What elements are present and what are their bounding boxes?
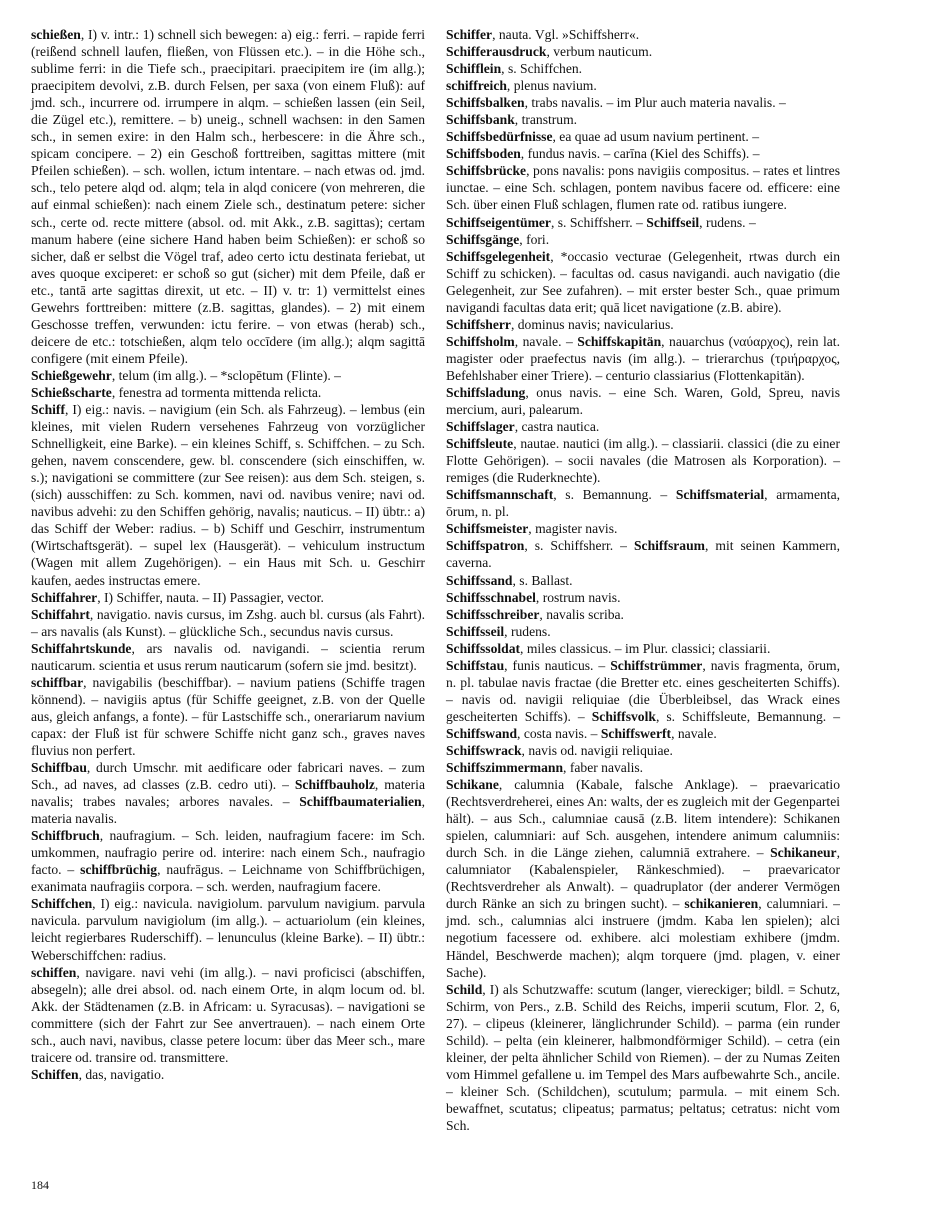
dictionary-entry bbox=[446, 145, 840, 162]
headword: Schiffsladung bbox=[446, 384, 526, 400]
dictionary-entry bbox=[31, 1066, 425, 1083]
entry-text: , I) v. intr.: 1) schnell sich bewegen: a) eig.: ferri. – rapide ferri (reißend schnell laufen, fließen, von Flüssen etc.). – in die Höhe sch., sublime ferri: in die Tiefe sch., praecipitari. praecipitem ire (im allg.); praecipitem devolvi, z.B. durch Felsen, per saxa (von einem Fluß): auf jmd. sch., incurrere od. irrumpere in alqm. – schießen lassen (ein Seil, die Zügel etc.), remittere. – b) uneig., schnell wachsen: in den Samen sch., in semen exire: in den Halm sch., herbescere: in die Ähre sch., spicam concipere. – 2) ein Geschoß forttreiben, sagittas mittere (mit Pfeilen schießen). – sch. wollen, ictum intentare. – nach etwas od. jmd. sch., telo petere alqd od. alqm; tela in alqd conicere (von mehreren, die auf einmal schießen): nach einem Ziele sch., destinatum petere: sicher sch., certe od. recte mittere (absol. od. mit Akk., z.B. sagittas); certam manum habere (eine sichere Hand haben beim Schießen): er schoß so sicher, daß er selbst die Vögel traf, adeo certo ictu destinata feriebat, ut aves quoque exciperet: er schoß so gut (sicher) mit dem Pfeile, daß er etc., tantā arte sagittas direxit, ut etc. – II) v. tr: 1) vermittelst eines Gewehrs forttreiben: mittere (z.B. sagittas, glandes). – 2) mit einem Geschosse treffen, verwunden: ictu ferire. – von etwas (herab) sch., deicere de etc.: totschießen, alqm telo occīdere (im allg.); alqm sagittā configere (mit einem Pfeile). bbox=[31, 27, 425, 366]
dictionary-entry bbox=[446, 981, 840, 1134]
entry-text: , navis od. navigii reliquiae. bbox=[521, 742, 673, 758]
entry-text: , fundus navis. – carīna (Kiel des Schiffs). – bbox=[520, 146, 760, 162]
entry-text: , costa navis. – bbox=[517, 725, 598, 741]
headword: Schiffsschreiber bbox=[446, 606, 540, 622]
dictionary-entry bbox=[31, 401, 425, 589]
headword: schiffbrüchig bbox=[80, 862, 158, 878]
headword: Schiffswand bbox=[446, 725, 518, 741]
dictionary-entry bbox=[446, 623, 840, 640]
headword: Schiffsholm bbox=[446, 333, 515, 349]
entry-text: , s. Schiffsherr. – bbox=[524, 538, 627, 554]
entry-text: , durch Umschr. mit aedificare oder fabricari naves. – zum Sch., ad naves, ad classes (z.B. cedro uti). – bbox=[31, 760, 425, 793]
dictionary-entry bbox=[31, 589, 425, 606]
dictionary-entry bbox=[31, 384, 425, 401]
dictionary-entry bbox=[446, 520, 840, 537]
entry-text: , navale. bbox=[671, 725, 717, 741]
entry-text: , calumniari. – jmd. sch., calumnias alci instruere (jmdm. Kaba len spielen); alci negotium facessere od. exhibere. alci molestiam exhibere (jmdm. Händel, Beschwerde machen); alqm torquere (jmd. plagen, v. einer Sache). bbox=[446, 896, 840, 980]
headword: schiffbar bbox=[31, 674, 84, 690]
entry-text: , navis fragmenta, ōrum, n. pl. tabulae navis fractae (die Bretter etc. eines gescheiterten Schiffs). – navis od. navigii reliquiae (die Überbleibsel, das Wrack eines gescheiterten Schiffs). – bbox=[446, 657, 840, 724]
headword: Schießscharte bbox=[31, 384, 112, 400]
dictionary-entry bbox=[31, 606, 425, 640]
headword: Schiffsbrücke bbox=[446, 163, 527, 179]
dictionary-entry bbox=[31, 759, 425, 827]
headword: Schiffslager bbox=[446, 419, 515, 435]
entry-text: , onus navis. – eine Sch. Waren, Gold, Spreu, navis mercium, auri, palearum. bbox=[446, 384, 840, 418]
entry-text: , telum (im allg.). – *sclopētum (Flinte). – bbox=[111, 367, 341, 383]
headword: Schild bbox=[446, 981, 483, 997]
entry-text: , ea quae ad usum navium pertinent. – bbox=[552, 129, 759, 145]
entry-text: , s. Schiffsleute, Bemannung. – bbox=[655, 708, 840, 724]
entry-text: , s. Schiffsherr. – bbox=[550, 214, 643, 230]
dictionary-entry bbox=[31, 895, 425, 963]
entry-text: , s. Schiffchen. bbox=[501, 61, 583, 77]
headword: Schiffsbalken bbox=[446, 95, 525, 111]
entry-text: , naufragium. – Sch. leiden, naufragium facere: im Sch. umkommen, naufragio perire od. interire: nach einem Sch., naufragio facto. – bbox=[31, 828, 425, 878]
headword: Schiffahrtskunde bbox=[31, 640, 132, 656]
headword: Schiffsbedürfnisse bbox=[446, 129, 553, 145]
headword: Schiffen bbox=[31, 1066, 79, 1082]
entry-text: , I) eig.: navis. – navigium (ein Sch. als Fahrzeug). – lembus (ein kleines, mit vielen Rudern versehenes Fahrzeug von vorzüglicher Schnelligkeit, eine Barke). – ein kleines Schiff, s. Schiffchen. – zu Sch. gehen, navem conscendere, gew. bl. conscendere (sich einschiffen, w. s.); navigationi se committere (zur See reisen): aus dem Sch. steigen, s. (sich) ausschiffen: zu Sch. kommen, navi od. navibus venire; navi od. navibus advehi: zu den Schiffen gehörig, navalis; nauticus. – II) übtr.: a) das Schiff der Weber: radius. – b) Schiff und Geschirr, instrumentum (Wirtschaftsgerät). – supel lex (Hausgerät). – vehiculum instructum (Wagen mit allem Zugehörigen). – ein Haus mit Sch. u. Geschirr kaufen, aedes instructas emere. bbox=[31, 402, 425, 588]
dictionary-entry bbox=[446, 333, 840, 384]
entry-text: , verbum nauticum. bbox=[546, 44, 653, 60]
dictionary-entry bbox=[446, 214, 840, 231]
entry-text: , fenestra ad tormenta mittenda relicta. bbox=[111, 384, 322, 400]
dictionary-entry bbox=[446, 418, 840, 435]
dictionary-entry bbox=[446, 776, 840, 981]
headword: schiffen bbox=[31, 964, 77, 980]
dictionary-entry bbox=[446, 43, 840, 60]
dictionary-entry bbox=[31, 674, 425, 759]
headword: Schiffahrer bbox=[31, 589, 98, 605]
headword: Schiff bbox=[31, 402, 65, 418]
right-column bbox=[446, 26, 840, 1134]
entry-text: , miles classicus. – im Plur. classici; classiarii. bbox=[520, 640, 771, 656]
entry-text: , transtrum. bbox=[514, 112, 578, 128]
headword: Schikaneur bbox=[770, 845, 837, 861]
headword: Schiffstau bbox=[446, 657, 505, 673]
headword: Schikane bbox=[446, 777, 499, 793]
headword: Schiffahrt bbox=[31, 606, 90, 622]
entry-text: , rostrum navis. bbox=[535, 589, 621, 605]
entry-text: , das, navigatio. bbox=[78, 1066, 165, 1082]
headword: Schiffbaumaterialien bbox=[299, 794, 422, 810]
entry-text: , I) Schiffer, nauta. – II) Passagier, vector. bbox=[97, 589, 324, 605]
headword: Schiffskapitän bbox=[577, 333, 662, 349]
entry-text: , nauarchus (ναύαρχος), rein lat. magister oder praefectus navis (im allg.). – trierarchus (τριήραρχος, Befehlshaber einer Triere). – centurio classiarius (Flottenkapitän). bbox=[446, 333, 840, 383]
dictionary-entry bbox=[446, 316, 840, 333]
headword: Schiffsvolk bbox=[591, 708, 656, 724]
headword: Schiffswerft bbox=[600, 725, 672, 741]
headword: Schiffsboden bbox=[446, 146, 521, 162]
dictionary-entry bbox=[446, 384, 840, 418]
entry-text: , s. Bemannung. – bbox=[553, 487, 668, 503]
dictionary-entry bbox=[446, 572, 840, 589]
entry-text: , ars navalis od. navigandi. – scientia rerum nauticarum. scientia et usus rerum nauticarum (sofern sie jmd. besitzt). bbox=[31, 640, 425, 673]
entry-text: , *occasio vecturae (Gelegenheit, rtwas durch ein Schiff zu schicken). – facultas od. casus navigandi. auch navigatio (die Gelegenheit, zur See zufahren). – mit erster bester Sch., quae primum navigandi facultas data erit; quā licet navigatione (z.B. abire). bbox=[446, 248, 840, 315]
headword: Schiffspatron bbox=[446, 538, 525, 554]
entry-text: , dominus navis; navicularius. bbox=[510, 316, 674, 332]
headword: Schiffswrack bbox=[446, 742, 522, 758]
entry-text: , navalis scriba. bbox=[539, 606, 624, 622]
entry-text: , calumnia (Kabale, falsche Anklage). – praevaricatio (Rechtsverdreherei, eines An: walts, der es zugleich mit der Gegenpartei hält). – aus Sch., calumniae causā (z.B. litem intendere): Schikanen spielen, calumniari: auf Sch. ausgehen, intendere animum calumniis: durch Sch. in die Länge ziehen, calumniā extrahere. – bbox=[446, 777, 840, 861]
entry-text: , faber navalis. bbox=[563, 760, 644, 776]
entry-text: , s. Ballast. bbox=[512, 572, 573, 588]
headword: Schiffbau bbox=[31, 760, 87, 776]
dictionary-entry bbox=[446, 759, 840, 776]
headword: Schiffsschnabel bbox=[446, 589, 536, 605]
entry-text: , armamenta, ōrum, n. pl. bbox=[446, 487, 840, 520]
dictionary-entry bbox=[446, 77, 840, 94]
headword: Schiffseigentümer bbox=[446, 214, 551, 230]
entry-text: , funis nauticus. – bbox=[504, 657, 606, 673]
entry-text: , materia navalis. bbox=[31, 794, 425, 827]
entry-text: , mit seinen Kammern, caverna. bbox=[446, 538, 840, 571]
headword: Schifflein bbox=[446, 61, 502, 77]
dictionary-entry bbox=[446, 248, 840, 316]
headword: Schiffsmeister bbox=[446, 521, 529, 537]
page-number: 184 bbox=[31, 1178, 49, 1192]
headword: Schiffszimmermann bbox=[446, 760, 564, 776]
headword: Schiffsgelegenheit bbox=[446, 248, 551, 264]
dictionary-entry bbox=[446, 742, 840, 759]
entry-text: , navigabilis (beschiffbar). – navium patiens (Schiffe tragen könnend). – navigiis aptus (für Schiffe geeignet, z.B. von der Quelle aus, gleich anfangs, a fonte). – für Lastschiffe sch., onerariarum navium capax: der Fluß ist für schwere Schiffe nicht ganz sch., graves naves fluvius non perfert. bbox=[31, 674, 425, 758]
headword: Schiffseil bbox=[646, 214, 700, 230]
entry-text: , fori. bbox=[519, 231, 550, 247]
dictionary-entry bbox=[31, 827, 425, 895]
headword: Schiffsgänge bbox=[446, 231, 520, 247]
headword: Schiffssoldat bbox=[446, 640, 521, 656]
headword: Schiffchen bbox=[31, 896, 93, 912]
entry-text: , naufrāgus. – Leichname von Schiffbrüchigen, exanimata naufragiis corpora. – sch. werden, naufragium facere. bbox=[31, 862, 426, 895]
entry-text: , calumniator (Kabalenspieler, Ränkeschmied). – praevaricator (Rechtsverdreher als Anwalt). – quadruplator (der anderer Vermögen durch Ränke an sich zu bringen sucht). – bbox=[446, 845, 840, 912]
entry-text: , navale. – bbox=[514, 333, 573, 349]
entry-text: , pons navalis: pons navigiis compositus. – rates et lintres iunctae. – eine Sch. schlagen, pontem navibus facere od. efficere: eine Sch. über einen Fluß schlagen, flumen rate od. ratibus iungere. bbox=[446, 163, 840, 213]
headword: Schiffbauholz bbox=[294, 777, 375, 793]
dictionary-entry bbox=[446, 60, 840, 77]
headword: Schiffsmaterial bbox=[675, 487, 765, 503]
entry-text: , magister navis. bbox=[528, 521, 618, 537]
entry-text: , rudens. bbox=[504, 623, 551, 639]
dictionary-entry bbox=[446, 640, 840, 657]
entry-text: , I) eig.: navicula. navigiolum. parvulum navigium. parvula navicula. parvulum navigiolum (im allg.). – actuariolum (ein kleines, leicht regierbares Ruderschiff). – lenunculus (kleine Barke). – II) übtr.: Weberschiffchen: radius. bbox=[31, 896, 425, 963]
dictionary-entry bbox=[446, 589, 840, 606]
dictionary-entry bbox=[446, 128, 840, 145]
dictionary-entry bbox=[446, 657, 840, 742]
dictionary-entry bbox=[446, 435, 840, 486]
left-column bbox=[31, 26, 425, 1083]
headword: Schießgewehr bbox=[31, 367, 112, 383]
entry-text: , nautae. nautici (im allg.). – classiarii. classici (die zu einer Flotte Gehörigen). – socii navales (die Matrosen als Korporation). – remiges (die Ruderknechte). bbox=[446, 436, 840, 486]
headword: Schiffsseil bbox=[446, 623, 505, 639]
dictionary-entry bbox=[31, 367, 425, 384]
entry-text: , I) als Schutzwaffe: scutum (langer, viereckiger; bildl. = Schutz, Schirm, von Pers., z.B. Schild des Reichs, imperii scutum, Flor. 2, 6, 27). – clipeus (kleinerer, länglichrunder Schild). – parma (ein runder Schild). – pelta (ein kleinerer, halbmondförmiger Schild). – cetra (ein kleiner, der pelta ähnlicher Schild von Riemen). – der zu Numas Zeiten vom Himmel gefallene u. im Tempel des Mars aufbewahrte Sch., ancile. – kleiner Sch. (Schildchen), scutulum; parmula. – mit einem Sch. bewaffnet, scutatus; clipeatus; parmatus; peltatus; cetratus: nicht vom Sch. bbox=[446, 981, 840, 1133]
dictionary-entry bbox=[446, 94, 840, 111]
dictionary-entry bbox=[446, 537, 840, 571]
headword: Schiffbruch bbox=[31, 828, 100, 844]
headword: Schiffsherr bbox=[446, 316, 511, 332]
entry-text: , trabs navalis. – im Plur auch materia navalis. – bbox=[524, 95, 786, 111]
entry-text: , navigare. navi vehi (im allg.). – navi proficisci (abschiffen, absegeln); alle drei absol. od. nach einem Orte, in alqm locum od. bl. Akk. der Städtenamen (z.B. in Africam: u. Syracusas). – navigationi se committere (sich der Fahrt zur See anvertrauen). – nach einem Orte sch., auch navi, navibus, classe petere locum: über das Meer sch., mare traicere od. transire od. transmittere. bbox=[31, 964, 425, 1065]
dictionary-entry bbox=[446, 26, 840, 43]
entry-text: , castra nautica. bbox=[514, 419, 600, 435]
entry-text: , navigatio. navis cursus, im Zshg. auch bl. cursus (als Fahrt). – ars navalis (als Kunst). – glückliche Sch., secundus navis cursus. bbox=[31, 606, 425, 639]
headword: Schiffsmannschaft bbox=[446, 487, 554, 503]
dictionary-entry bbox=[446, 486, 840, 520]
headword: Schiffstrümmer bbox=[610, 657, 703, 673]
headword: schießen bbox=[31, 27, 81, 42]
headword: Schiffer bbox=[446, 27, 493, 42]
dictionary-entry bbox=[31, 964, 425, 1066]
headword: Schiffsleute bbox=[446, 436, 514, 452]
headword: Schiffsbank bbox=[446, 112, 515, 128]
dictionary-entry bbox=[446, 111, 840, 128]
headword: schikanieren bbox=[684, 896, 759, 912]
entry-text: , plenus navium. bbox=[506, 78, 597, 94]
headword: schiffreich bbox=[446, 78, 507, 94]
headword: Schifferausdruck bbox=[446, 44, 547, 60]
dictionary-entry bbox=[31, 640, 425, 674]
dictionary-entry bbox=[446, 231, 840, 248]
entry-text: , nauta. Vgl. »Schiffsherr«. bbox=[492, 27, 640, 42]
entry-text: , rudens. – bbox=[699, 214, 756, 230]
dictionary-entry bbox=[31, 26, 425, 367]
dictionary-entry bbox=[446, 606, 840, 623]
entry-text: , materia navalis; trabes navales; arbores navales. – bbox=[31, 777, 425, 810]
headword: Schiffsraum bbox=[633, 538, 705, 554]
dictionary-entry bbox=[446, 162, 840, 213]
headword: Schiffssand bbox=[446, 572, 513, 588]
